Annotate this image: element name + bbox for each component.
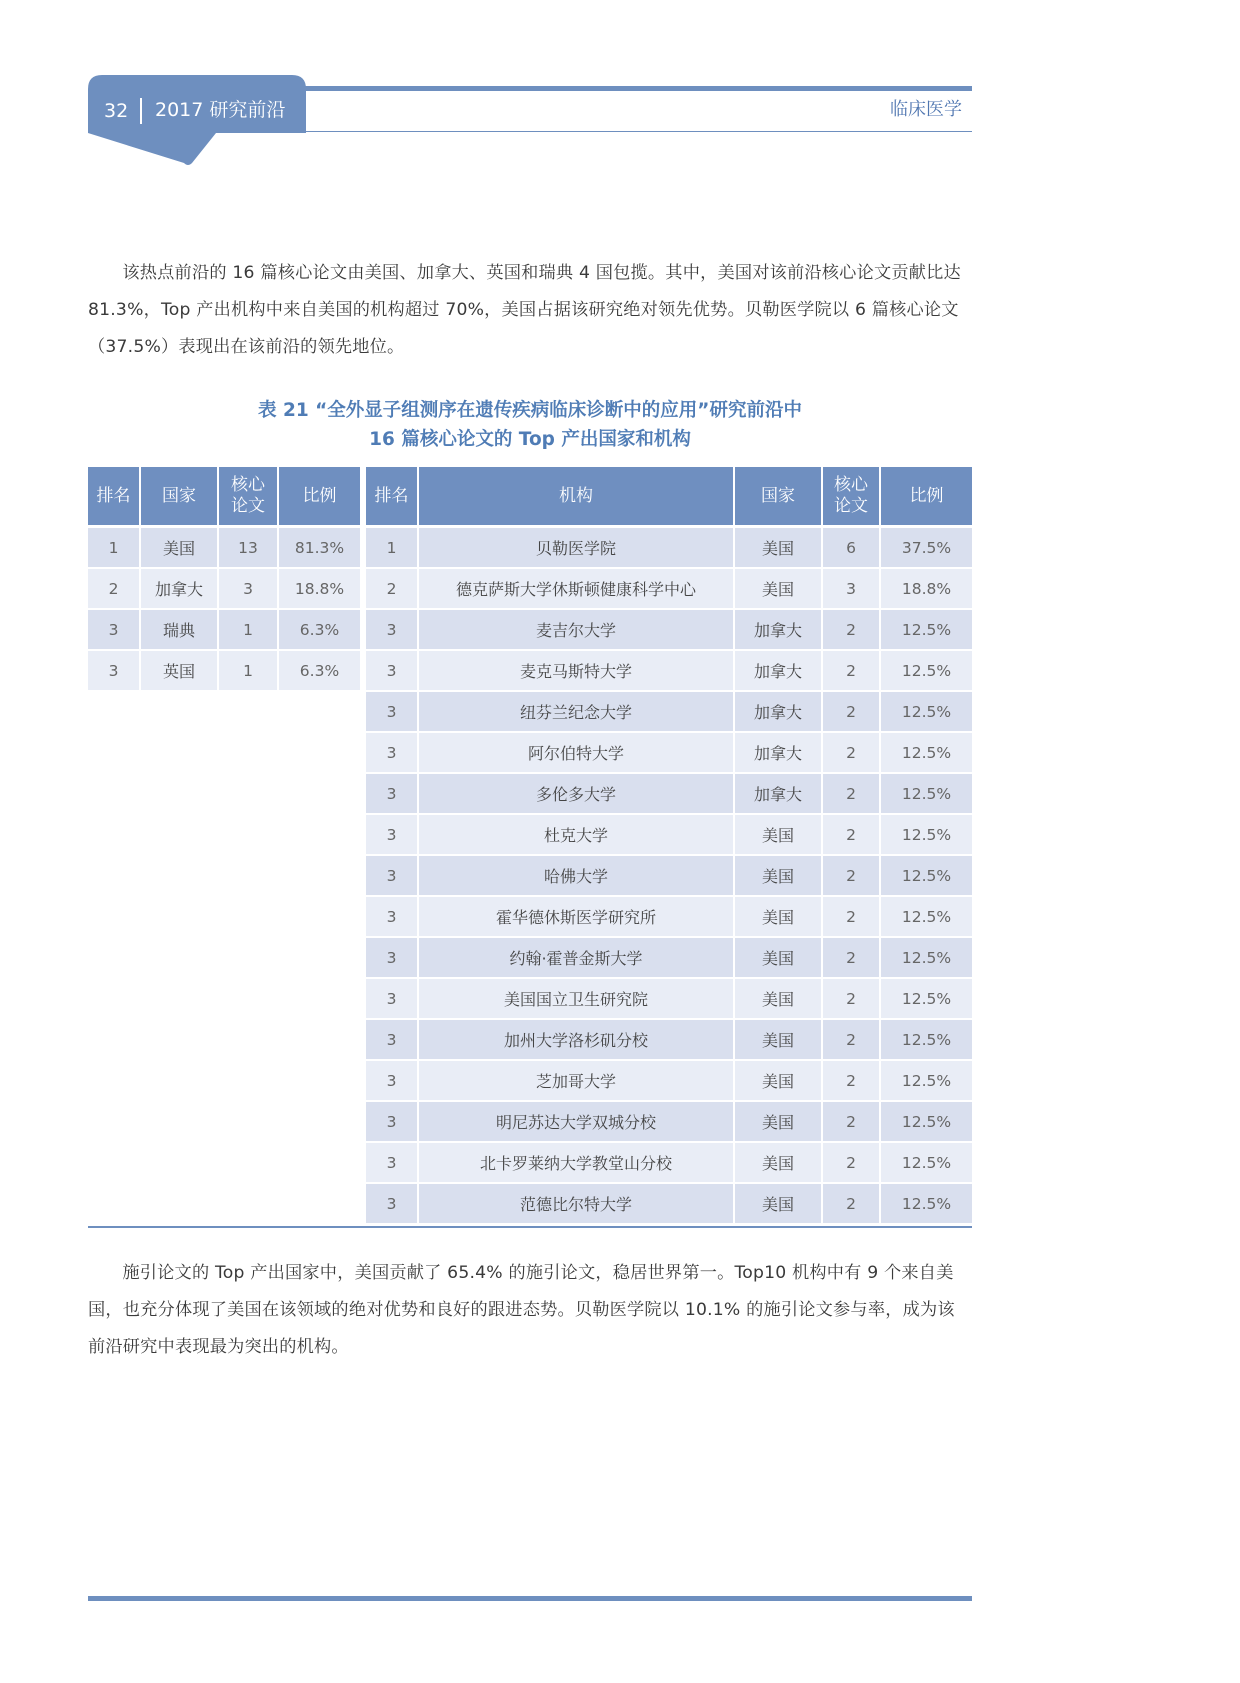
- institution-table-row: [366, 1183, 972, 1224]
- institution-table-cell: 3: [366, 691, 418, 732]
- institution-table-cell: 12.5%: [880, 1101, 972, 1142]
- institution-table-cell: 明尼苏达大学双城分校: [418, 1101, 734, 1142]
- institution-table-row: [366, 1101, 972, 1142]
- institution-table-row: [366, 896, 972, 937]
- institution-table-cell: 12.5%: [880, 814, 972, 855]
- institution-table-cell: 范德比尔特大学: [418, 1183, 734, 1224]
- institution-table-cell: 阿尔伯特大学: [418, 732, 734, 773]
- country-table-cell: 81.3%: [278, 527, 360, 569]
- institution-table-cell: 美国: [734, 937, 822, 978]
- institution-table-row: [366, 978, 972, 1019]
- country-table-header: [88, 467, 360, 527]
- institution-table-cell: 杜克大学: [418, 814, 734, 855]
- page-number: 32: [104, 100, 129, 122]
- institution-table-cell: 3: [366, 1060, 418, 1101]
- institution-table-cell: 2: [822, 650, 880, 691]
- header-rule-thin: [300, 131, 972, 132]
- institution-table-cell: 美国国立卫生研究院: [418, 978, 734, 1019]
- institution-table-cell: 2: [822, 1101, 880, 1142]
- institution-table-cell: 3: [366, 732, 418, 773]
- institution-table-cell: 2: [822, 896, 880, 937]
- institution-table: [366, 467, 972, 1225]
- institution-table-cell: 2: [822, 937, 880, 978]
- institution-table-cell: 3: [366, 814, 418, 855]
- country-table-cell: 1: [218, 609, 278, 650]
- country-header-rank: 排名: [88, 467, 140, 527]
- institution-table-cell: 3: [366, 1183, 418, 1224]
- institution-table-cell: 2: [822, 978, 880, 1019]
- institution-table-cell: 2: [822, 773, 880, 814]
- institution-table-row: [366, 1060, 972, 1101]
- country-table-cell: 3: [88, 650, 140, 691]
- country-table-cell: 6.3%: [278, 650, 360, 691]
- institution-table-cell: 贝勒医学院: [418, 527, 734, 569]
- institution-table-cell: 美国: [734, 527, 822, 569]
- table-caption-line2: 16 篇核心论文的 Top 产出国家和机构: [369, 429, 691, 450]
- institution-table-cell: 2: [822, 1142, 880, 1183]
- institution-table-cell: 美国: [734, 855, 822, 896]
- institution-table-cell: 2: [822, 855, 880, 896]
- institution-table-cell: 12.5%: [880, 978, 972, 1019]
- country-table-cell: 美国: [140, 527, 218, 569]
- institution-table-cell: 12.5%: [880, 896, 972, 937]
- institution-table-cell: 1: [366, 527, 418, 569]
- institution-table-cell: 3: [366, 978, 418, 1019]
- institution-table-cell: 3: [822, 568, 880, 609]
- country-header-papers-label: 核心论文: [231, 475, 265, 516]
- institution-table-cell: 3: [366, 1142, 418, 1183]
- country-table-cell: 3: [88, 609, 140, 650]
- section-title: 临床医学: [890, 99, 962, 120]
- institution-table-row: [366, 568, 972, 609]
- institution-table-cell: 3: [366, 937, 418, 978]
- institution-header-country: 国家: [734, 467, 822, 527]
- institution-table-cell: 美国: [734, 1019, 822, 1060]
- institution-table-cell: 哈佛大学: [418, 855, 734, 896]
- country-table-row: [88, 568, 360, 609]
- country-table-cell: 加拿大: [140, 568, 218, 609]
- institution-table-cell: 北卡罗莱纳大学教堂山分校: [418, 1142, 734, 1183]
- table-bottom-rule: [88, 1226, 972, 1228]
- country-table-row: [88, 609, 360, 650]
- header-rule-thick: [300, 86, 972, 91]
- institution-table-row: [366, 855, 972, 896]
- country-header-papers: [218, 467, 278, 527]
- institution-table-cell: 12.5%: [880, 773, 972, 814]
- institution-table-cell: 美国: [734, 1183, 822, 1224]
- institution-table-row: [366, 1019, 972, 1060]
- institution-table-cell: 多伦多大学: [418, 773, 734, 814]
- institution-header-institution: 机构: [418, 467, 734, 527]
- institution-header-ratio: 比例: [880, 467, 972, 527]
- institution-table-cell: 麦克马斯特大学: [418, 650, 734, 691]
- institution-table-cell: 12.5%: [880, 691, 972, 732]
- country-table-cell: 瑞典: [140, 609, 218, 650]
- institution-header-papers-label: 核心论文: [834, 475, 868, 516]
- institution-table-cell: 美国: [734, 1142, 822, 1183]
- institution-table-cell: 2: [366, 568, 418, 609]
- country-table-cell: 2: [88, 568, 140, 609]
- institution-table-cell: 12.5%: [880, 1060, 972, 1101]
- institution-table-cell: 芝加哥大学: [418, 1060, 734, 1101]
- footer-rule: [88, 1596, 972, 1601]
- institution-table-cell: 2: [822, 1060, 880, 1101]
- institution-table-cell: 美国: [734, 568, 822, 609]
- institution-header-rank: 排名: [366, 467, 418, 527]
- table-caption: [88, 396, 972, 454]
- institution-table-cell: 12.5%: [880, 937, 972, 978]
- institution-table-cell: 3: [366, 609, 418, 650]
- institution-table-cell: 纽芬兰纪念大学: [418, 691, 734, 732]
- institution-table-row: [366, 732, 972, 773]
- institution-table-cell: 2: [822, 691, 880, 732]
- institution-table-cell: 2: [822, 1019, 880, 1060]
- institution-table-cell: 2: [822, 732, 880, 773]
- institution-table-cell: 加拿大: [734, 773, 822, 814]
- institution-table-cell: 美国: [734, 814, 822, 855]
- institution-table-cell: 加拿大: [734, 691, 822, 732]
- institution-table-row: [366, 773, 972, 814]
- institution-table-cell: 12.5%: [880, 609, 972, 650]
- institution-table-row: [366, 1142, 972, 1183]
- institution-table-cell: 3: [366, 773, 418, 814]
- institution-table-header: [366, 467, 972, 527]
- institution-table-cell: 美国: [734, 896, 822, 937]
- institution-table-cell: 3: [366, 855, 418, 896]
- institution-table-cell: 2: [822, 1183, 880, 1224]
- table-caption-line1: 表 21 “全外显子组测序在遗传疾病临床诊断中的应用”研究前沿中: [258, 400, 802, 421]
- institution-table-row: [366, 691, 972, 732]
- institution-table-cell: 加拿大: [734, 650, 822, 691]
- institution-table-row: [366, 937, 972, 978]
- institution-table-cell: 12.5%: [880, 1183, 972, 1224]
- institution-table-cell: 德克萨斯大学休斯顿健康科学中心: [418, 568, 734, 609]
- institution-table-cell: 3: [366, 1019, 418, 1060]
- institution-table-row: [366, 814, 972, 855]
- citing-paragraph: 施引论文的 Top 产出国家中，美国贡献了 65.4% 的施引论文，稳居世界第一。Top10 机构中有 9 个来自美国，也充分体现了美国在该领域的绝对优势和良好的跟进态势。贝勒医学院以 10.1% 的施引论文参与率，成为该前沿研究中表现最为突出的机构。: [88, 1263, 955, 1357]
- institution-table-cell: 3: [366, 896, 418, 937]
- country-table-cell: 3: [218, 568, 278, 609]
- institution-table-cell: 6: [822, 527, 880, 569]
- country-table-cell: 1: [88, 527, 140, 569]
- country-table-cell: 1: [218, 650, 278, 691]
- institution-table-cell: 12.5%: [880, 732, 972, 773]
- institution-table-cell: 霍华德休斯医学研究所: [418, 896, 734, 937]
- institution-table-cell: 加拿大: [734, 732, 822, 773]
- institution-table-cell: 美国: [734, 978, 822, 1019]
- institution-table-cell: 2: [822, 814, 880, 855]
- country-table-row: [88, 527, 360, 569]
- country-table-row: [88, 650, 360, 691]
- country-header-country: 国家: [140, 467, 218, 527]
- institution-table-cell: 美国: [734, 1101, 822, 1142]
- institution-table-cell: 美国: [734, 1060, 822, 1101]
- country-table: [88, 467, 360, 692]
- institution-table-cell: 加拿大: [734, 609, 822, 650]
- institution-header-papers: [822, 467, 880, 527]
- institution-table-cell: 约翰·霍普金斯大学: [418, 937, 734, 978]
- institution-table-cell: 麦吉尔大学: [418, 609, 734, 650]
- header-separator: [140, 98, 142, 124]
- institution-table-cell: 12.5%: [880, 855, 972, 896]
- institution-table-cell: 12.5%: [880, 1142, 972, 1183]
- institution-table-cell: 18.8%: [880, 568, 972, 609]
- institution-table-cell: 37.5%: [880, 527, 972, 569]
- institution-table-cell: 3: [366, 1101, 418, 1142]
- intro-paragraph: 该热点前沿的 16 篇核心论文由美国、加拿大、英国和瑞典 4 国包揽。其中，美国对该前沿核心论文贡献比达 81.3%，Top 产出机构中来自美国的机构超过 70%，美国占据该研究绝对领先优势。贝勒医学院以 6 篇核心论文（37.5%）表现出在该前沿的领先地位。: [88, 263, 961, 357]
- country-table-cell: 18.8%: [278, 568, 360, 609]
- institution-table-row: [366, 650, 972, 691]
- country-table-cell: 6.3%: [278, 609, 360, 650]
- institution-table-cell: 3: [366, 650, 418, 691]
- institution-table-row: [366, 527, 972, 569]
- institution-table-cell: 12.5%: [880, 650, 972, 691]
- institution-table-cell: 2: [822, 609, 880, 650]
- institution-table-cell: 加州大学洛杉矶分校: [418, 1019, 734, 1060]
- country-table-cell: 13: [218, 527, 278, 569]
- country-header-ratio: 比例: [278, 467, 360, 527]
- institution-table-cell: 12.5%: [880, 1019, 972, 1060]
- country-table-cell: 英国: [140, 650, 218, 691]
- institution-table-row: [366, 609, 972, 650]
- book-title: 2017 研究前沿: [155, 99, 286, 121]
